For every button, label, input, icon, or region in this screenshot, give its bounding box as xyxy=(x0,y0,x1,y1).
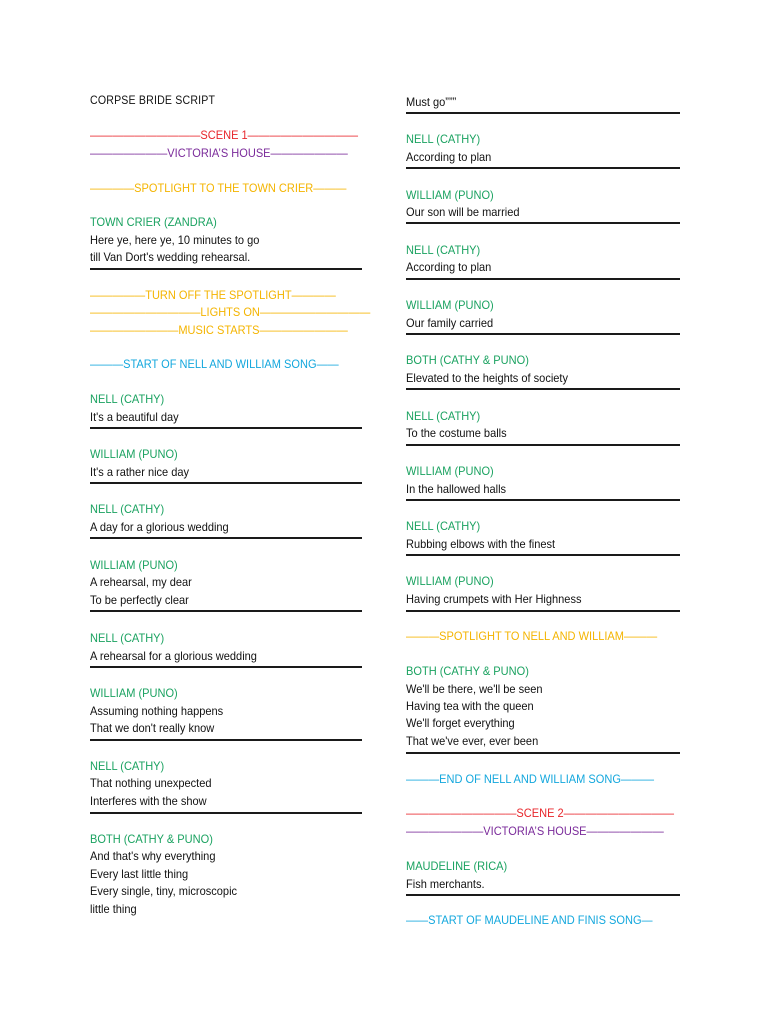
divider xyxy=(90,537,362,539)
divider xyxy=(90,739,362,741)
dialogue-line: little thing xyxy=(90,902,137,916)
dialogue-line: Rubbing elbows with the finest xyxy=(406,537,556,551)
dialogue-line: Every single, tiny, microscopic xyxy=(90,884,238,898)
dialogue-line: According to plan xyxy=(406,260,492,274)
divider xyxy=(406,388,680,390)
speaker-name: WILLIAM (PUNO) xyxy=(90,558,178,572)
divider xyxy=(406,444,680,446)
speaker-name: NELL (CATHY) xyxy=(406,519,481,533)
divider xyxy=(406,752,680,754)
stage-cue: ——————————LIGHTS ON—————————— xyxy=(90,305,371,319)
speaker-name: NELL (CATHY) xyxy=(406,243,481,257)
dialogue-line: In the hallowed halls xyxy=(406,482,507,496)
song-marker: ———END OF NELL AND WILLIAM SONG——— xyxy=(406,772,655,786)
dialogue-line: Having crumpets with Her Highness xyxy=(406,592,582,606)
dialogue-line: till Van Dort's wedding rehearsal. xyxy=(90,250,251,264)
dialogue-line: Our son will be married xyxy=(406,205,520,219)
stage-cue: ————————MUSIC STARTS———————— xyxy=(90,323,348,337)
speaker-name: BOTH (CATHY & PUNO) xyxy=(90,832,213,846)
stage-cue: —————TURN OFF THE SPOTLIGHT———— xyxy=(90,288,336,302)
dialogue-line: Elevated to the heights of society xyxy=(406,371,569,385)
dialogue-line: Interferes with the show xyxy=(90,794,207,808)
dialogue-line: A rehearsal for a glorious wedding xyxy=(90,649,257,663)
speaker-name: NELL (CATHY) xyxy=(90,759,165,773)
speaker-name: NELL (CATHY) xyxy=(406,132,481,146)
divider xyxy=(406,499,680,501)
divider xyxy=(406,278,680,280)
speaker-name: TOWN CRIER (ZANDRA) xyxy=(90,215,217,229)
divider xyxy=(90,666,362,668)
speaker-name: BOTH (CATHY & PUNO) xyxy=(406,353,529,367)
dialogue-line: Must go””” xyxy=(406,95,457,109)
divider xyxy=(406,222,680,224)
divider xyxy=(406,112,680,114)
speaker-name: WILLIAM (PUNO) xyxy=(90,686,178,700)
speaker-name: WILLIAM (PUNO) xyxy=(406,188,494,202)
speaker-name: WILLIAM (PUNO) xyxy=(406,464,494,478)
dialogue-line: We'll be there, we'll be seen xyxy=(406,682,543,696)
dialogue-line: Having tea with the queen xyxy=(406,699,534,713)
speaker-name: BOTH (CATHY & PUNO) xyxy=(406,664,529,678)
document-title: CORPSE BRIDE SCRIPT xyxy=(90,95,216,107)
dialogue-line: It's a rather nice day xyxy=(90,465,190,479)
speaker-name: WILLIAM (PUNO) xyxy=(406,574,494,588)
divider xyxy=(90,812,362,814)
location-heading: ———————VICTORIA’S HOUSE——————— xyxy=(90,146,348,160)
dialogue-line: We'll forget everything xyxy=(406,716,515,730)
speaker-name: WILLIAM (PUNO) xyxy=(90,447,178,461)
stage-cue: ————SPOTLIGHT TO THE TOWN CRIER——— xyxy=(90,181,347,195)
scene-heading: ——————————SCENE 2—————————— xyxy=(406,806,675,820)
song-marker: ———START OF NELL AND WILLIAM SONG—— xyxy=(90,357,339,371)
dialogue-line: Every last little thing xyxy=(90,867,189,881)
divider xyxy=(90,268,362,270)
divider xyxy=(406,167,680,169)
dialogue-line: To be perfectly clear xyxy=(90,593,189,607)
dialogue-line: That we've ever, ever been xyxy=(406,734,539,748)
divider xyxy=(90,610,362,612)
speaker-name: WILLIAM (PUNO) xyxy=(406,298,494,312)
dialogue-line: Assuming nothing happens xyxy=(90,704,224,718)
dialogue-line: To the costume balls xyxy=(406,426,507,440)
scene-heading: ——————————SCENE 1—————————— xyxy=(90,128,359,142)
divider xyxy=(406,333,680,335)
dialogue-line: Our family carried xyxy=(406,316,494,330)
dialogue-line: And that's why everything xyxy=(90,849,216,863)
dialogue-line: According to plan xyxy=(406,150,492,164)
divider xyxy=(90,482,362,484)
song-marker: ——START OF MAUDELINE AND FINIS SONG— xyxy=(406,913,653,927)
speaker-name: NELL (CATHY) xyxy=(406,409,481,423)
dialogue-line: It's a beautiful day xyxy=(90,410,179,424)
divider xyxy=(406,610,680,612)
dialogue-line: Fish merchants. xyxy=(406,877,485,891)
divider xyxy=(90,427,362,429)
speaker-name: MAUDELINE (RICA) xyxy=(406,859,508,873)
divider xyxy=(406,894,680,896)
dialogue-line: A rehearsal, my dear xyxy=(90,575,192,589)
speaker-name: NELL (CATHY) xyxy=(90,502,165,516)
speaker-name: NELL (CATHY) xyxy=(90,631,165,645)
stage-cue: ———SPOTLIGHT TO NELL AND WILLIAM——— xyxy=(406,629,658,643)
dialogue-line: That we don't really know xyxy=(90,721,215,735)
divider xyxy=(406,554,680,556)
dialogue-line: A day for a glorious wedding xyxy=(90,520,229,534)
location-heading: ———————VICTORIA’S HOUSE——————— xyxy=(406,824,664,838)
dialogue-line: That nothing unexpected xyxy=(90,776,212,790)
dialogue-line: Here ye, here ye, 10 minutes to go xyxy=(90,233,260,247)
speaker-name: NELL (CATHY) xyxy=(90,392,165,406)
